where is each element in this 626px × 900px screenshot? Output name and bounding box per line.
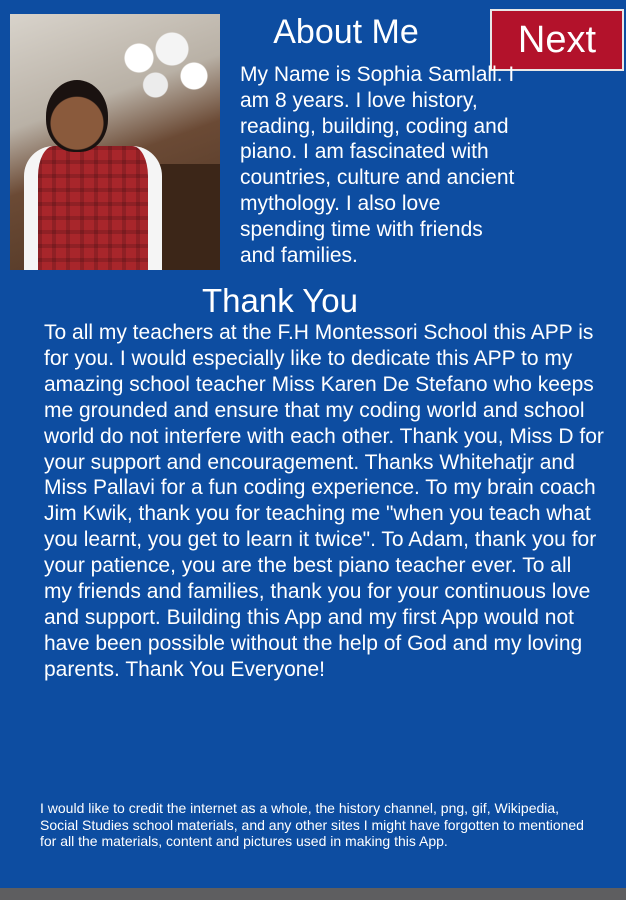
page-title: About Me [273, 13, 419, 51]
about-me-text: My Name is Sophia Samlall. I am 8 years. I love history, reading, building, coding and piano. I am fascinated with countries, culture and ancient mythology. I also love spending time with friends and families. [240, 63, 515, 267]
thank-you-text: To all my teachers at the F.H Montessori School this APP is for you. I would especially like to dedicate this APP to my amazing school teacher Miss Karen De Stefano who keeps me grounded and ensure that my coding world and school world do not interfere with each other. Thank you, Miss D for your support and encouragement. Thanks Whitehatjr and Miss Pallavi for a fun coding experience. To my brain coach Jim Kwik, thank you for teaching me "when you teach what you learnt, you get to learn it twice". To Adam, thank you for your patience, you are the best piano teacher ever. To all my friends and families, thank you for your continuous love and support. Building this App and my first App would not have been possible without the help of God and my loving parents. Thank You Everyone! [44, 321, 604, 681]
profile-photo [10, 14, 220, 270]
bottom-bar [0, 888, 626, 900]
next-button[interactable]: Next [490, 9, 624, 71]
photo-flowers [106, 22, 216, 112]
photo-girl-head [46, 80, 108, 152]
thank-you-heading: Thank You [202, 282, 358, 319]
credits-text: I would like to credit the internet as a whole, the history channel, png, gif, Wikipedia, Social Studies school materials, and any other sites I might have forgotten to mentioned for all the materials, content and pictures used in making this App. [40, 800, 584, 850]
photo-girl-body [24, 146, 162, 270]
